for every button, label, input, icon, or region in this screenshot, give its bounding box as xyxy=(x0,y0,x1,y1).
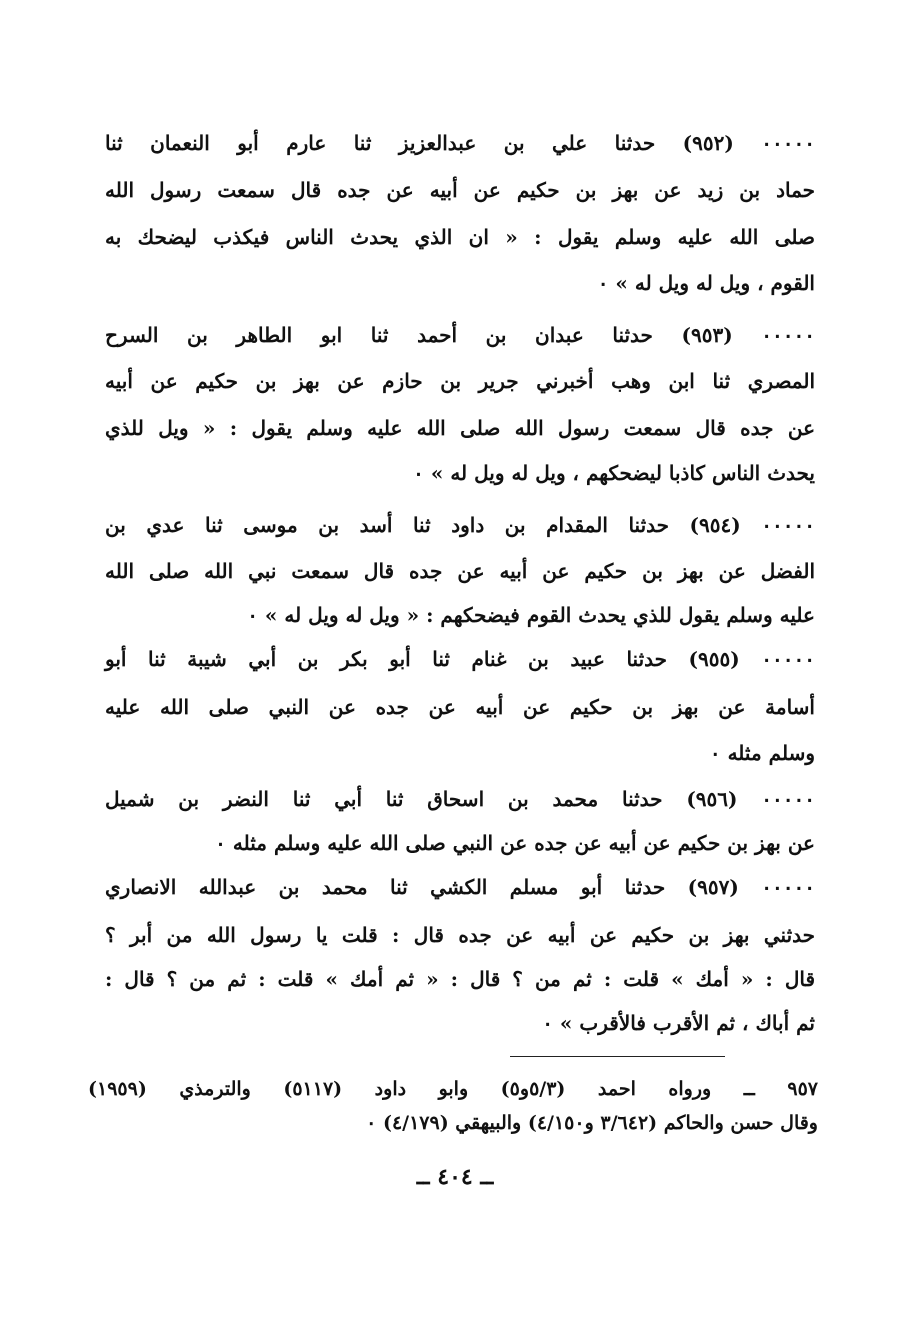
hadith-954-line-2: الفضل عن بهز بن حكيم عن أبيه عن جده قال سمعت نبي الله صلى الله xyxy=(105,559,815,583)
hadith-952-line-4: القوم ، ويل له ويل له » ٠ xyxy=(597,271,815,295)
hadith-952-line-3: صلى الله عليه وسلم يقول : « ان الذي يحدث الناس فيكذب ليضحك به xyxy=(105,225,815,249)
hadith-955-line-2: أسامة عن بهز بن حكيم عن أبيه عن جده عن النبي صلى الله عليه xyxy=(105,695,815,719)
hadith-957-line-3: قال : « أمك » قلت : ثم من ؟ قال : « ثم أمك » قلت : ثم من ؟ قال : xyxy=(105,967,815,991)
hadith-956-line-1: ٠٠٠٠٠ (٩٥٦) حدثنا محمد بن اسحاق ثنا أبي ثنا النضر بن شميل xyxy=(105,787,815,811)
hadith-953-line-1: ٠٠٠٠٠ (٩٥٣) حدثنا عبدان بن أحمد ثنا ابو الطاهر بن السرح xyxy=(105,323,815,347)
hadith-953-line-3: عن جده قال سمعت رسول الله صلى الله عليه وسلم يقول : « ويل للذي xyxy=(105,416,815,440)
footnote-line-1: ٩٥٧ ــ ورواه احمد (٥/٣و٥) وابو داود (٥١١٧) والترمذي (١٩٥٩) xyxy=(88,1078,818,1100)
hadith-956-line-2: عن بهز بن حكيم عن أبيه عن جده عن النبي صلى الله عليه وسلم مثله ٠ xyxy=(215,831,815,855)
hadith-952-line-2: حماد بن زيد عن بهز بن حكيم عن أبيه عن جده قال سمعت رسول الله xyxy=(105,178,815,202)
footnote-line-2: وقال حسن والحاكم (٣/٦٤٢ و٤/١٥٠) والبيهقي (٤/١٧٩) ٠ xyxy=(366,1112,818,1134)
hadith-955-line-1: ٠٠٠٠٠ (٩٥٥) حدثنا عبيد بن غنام ثنا أبو بكر بن أبي شيبة ثنا أبو xyxy=(105,647,816,671)
hadith-954-line-3: عليه وسلم يقول للذي يحدث القوم فيضحكهم : « ويل له ويل له » ٠ xyxy=(247,603,815,627)
hadith-957-line-1: ٠٠٠٠٠ (٩٥٧) حدثنا أبو مسلم الكشي ثنا محمد بن عبدالله الانصاري xyxy=(105,875,815,899)
page-number: ــ ٤٠٤ ــ xyxy=(416,1164,494,1190)
hadith-953-line-4: يحدث الناس كاذبا ليضحكهم ، ويل له ويل له » ٠ xyxy=(413,461,815,485)
footnote-divider xyxy=(510,1056,725,1057)
hadith-957-line-2: حدثني بهز بن حكيم عن أبيه عن جده قال : قلت يا رسول الله من أبر ؟ xyxy=(105,923,815,947)
hadith-955-line-3: وسلم مثله ٠ xyxy=(709,741,815,765)
hadith-957-line-4: ثم أباك ، ثم الأقرب فالأقرب » ٠ xyxy=(542,1011,815,1035)
hadith-952-line-1: ٠٠٠٠٠ (٩٥٢) حدثنا علي بن عبدالعزيز ثنا عارم أبو النعمان ثنا xyxy=(105,131,815,155)
hadith-954-line-1: ٠٠٠٠٠ (٩٥٤) حدثنا المقدام بن داود ثنا أسد بن موسى ثنا عدي بن xyxy=(105,513,815,537)
hadith-953-line-2: المصري ثنا ابن وهب أخبرني جرير بن حازم عن بهز بن حكيم عن أبيه xyxy=(105,369,815,393)
